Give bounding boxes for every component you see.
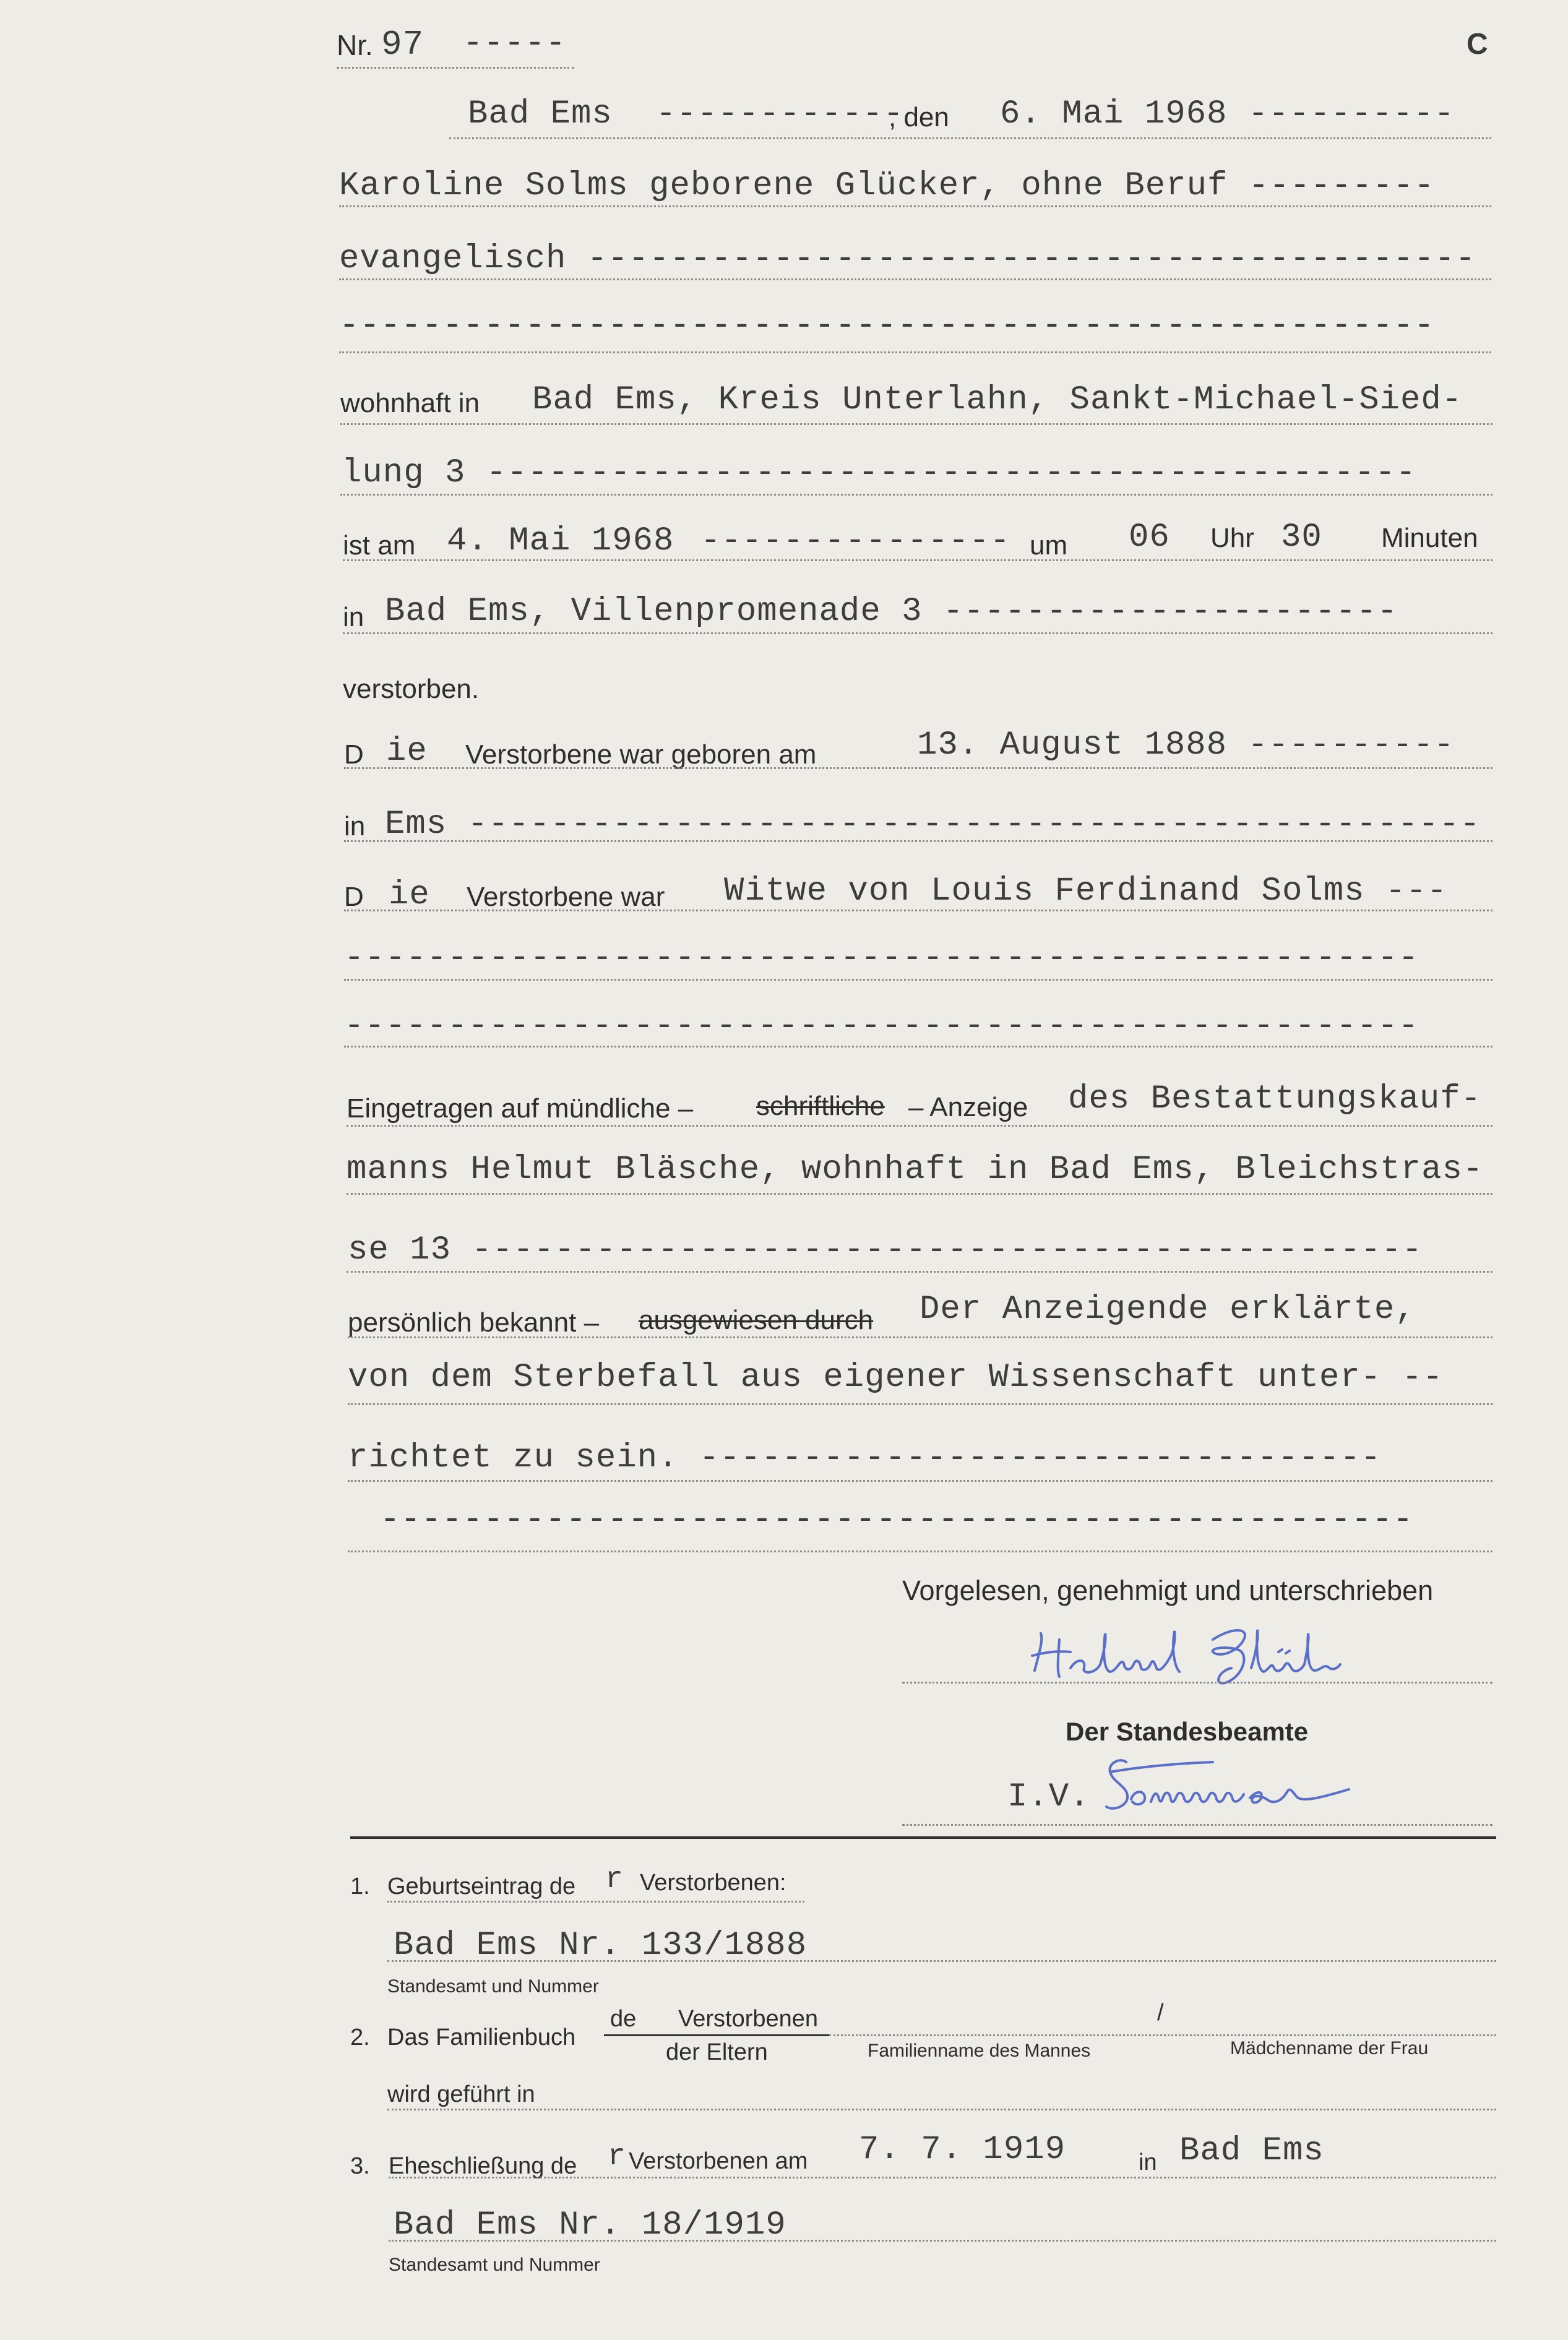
death-date: 4. Mai 1968 [447,522,674,560]
status-underline [344,910,1493,911]
blank-underline-4 [348,1551,1493,1552]
entry-label: Nr. [337,29,373,61]
note-2-caption-husband: Familienname des Mannes [868,2041,1091,2061]
note-2-name-underline [829,2034,1496,2036]
birth-place: Ems ------------------------------------------------- [385,806,1481,843]
note-2-number: 2. [350,2024,370,2050]
note-3-in-label: in [1139,2149,1157,2175]
statement-line-1: Der Anzeigende erklärte, [920,1291,1416,1328]
residence-line-1: Bad Ems, Kreis Unterlahn, Sankt-Michael-Sied- [532,381,1463,419]
note-1-number: 1. [350,1873,370,1899]
note-2-eltern: der Eltern [666,2039,768,2065]
residence-line-2: lung 3 --------------------------------------------- [342,454,1417,492]
note-3-label-underline [389,2177,1496,2179]
blank-line-4: -------------------------------------------------- [380,1501,1414,1539]
note-3-r: r [608,2140,626,2174]
death-place-underline [343,632,1493,634]
birth-date: 13. August 1888 ---------- [917,726,1455,764]
note-3-label-a: Eheschließung de [389,2153,577,2179]
note-1-value-underline [387,1960,1496,1962]
note-1-r: r [605,1863,624,1896]
birth-in-label: in [344,811,366,841]
blank-underline-3 [344,1046,1493,1047]
religion-underline [339,278,1491,280]
residence-underline-1 [340,423,1493,425]
death-label: ist am [343,530,416,561]
birth-label: Verstorbene war geboren am [465,739,817,770]
report-underline-2 [347,1193,1493,1195]
report-line-3: se 13 ---------------------------------------------- [348,1231,1423,1269]
record-place-fill: ------------ [656,95,904,133]
note-3-value: Bad Ems Nr. 18/1919 [394,2206,786,2244]
registrar-signature [1101,1745,1460,1825]
entry-number-fill: ----- [463,25,567,62]
birth-place-underline [344,840,1493,842]
residence-label: wohnhaft in [340,388,480,418]
note-1-label-a: Geburtseintrag de [387,1873,576,1899]
registrar-signature-line [902,1824,1493,1826]
name-underline [339,205,1491,207]
deceased-name: Karoline Solms geborene Glücker, ohne Beruf --------- [339,167,1435,205]
minuten-label: Minuten [1381,523,1478,553]
death-place-in-label: in [343,602,364,632]
section-divider [350,1836,1496,1839]
status-ie: ie [389,876,430,914]
statement-underline-2 [348,1403,1493,1405]
note-2-verstorbenen: Verstorbenen [678,2006,819,2032]
record-date: 6. Mai 1968 ---------- [1000,95,1455,133]
birth-ie: ie [386,733,428,770]
record-place: Bad Ems [468,95,613,133]
blank-line: ----------------------------------------------------- [339,307,1435,345]
verstorben-label: verstorben. [343,674,480,704]
known-label: persönlich bekannt – [348,1307,600,1338]
registrar-title: Der Standesbeamte [1066,1717,1309,1746]
note-2-label: Das Familienbuch [387,2024,576,2050]
note-2-kept-underline [387,2109,1496,2110]
note-3-number: 3. [350,2153,370,2179]
entry-number: 97 [381,25,424,64]
birth-d: D [344,739,364,770]
status-label: Verstorbene war [467,882,665,912]
blank-underline-2 [344,979,1493,981]
report-line-2: manns Helmut Bläsche, wohnhaft in Bad Ems, Bleichstras- [347,1151,1484,1189]
note-1-caption: Standesamt und Nummer [387,1976,599,1997]
statement-line-3: richtet zu sein. --------------------------------- [348,1439,1382,1477]
report-label-a: Eingetragen auf mündliche – [347,1093,694,1124]
corner-mark: C [1467,28,1488,61]
report-line-1: des Bestattungskauf- [1068,1080,1482,1118]
date-label: , den [889,102,949,132]
death-place: Bad Ems, Villenpromenade 3 ---------------------- [385,593,1398,630]
blank-line-3: ---------------------------------------------------- [344,1007,1419,1045]
closing-formula: Vorgelesen, genehmigt und unterschrieben [902,1575,1434,1606]
death-date-underline [343,559,1493,561]
blank-underline [339,351,1491,353]
report-label-b: – Anzeige [908,1092,1028,1122]
note-2-slash: / [1157,2000,1164,2026]
informant-signature-line [902,1682,1493,1684]
death-date-fill: --------------- [700,522,1011,560]
death-hour: 06 [1129,518,1170,556]
statement-underline-1 [348,1336,1493,1338]
note-3-caption: Standesamt und Nummer [389,2255,600,2275]
statement-line-2: von dem Sterbefall aus eigener Wissenschaft unter- -- [348,1359,1444,1396]
note-3-label-b: Verstorbenen am [629,2148,808,2174]
note-2-kept-label: wird geführt in [387,2081,535,2107]
residence-underline-2 [340,494,1493,496]
note-2-fraction-bar [604,2034,829,2036]
date-underline [449,137,1491,139]
note-2-caption-wife: Mädchenname der Frau [1230,2038,1429,2058]
known-strike: ausgewiesen durch [639,1305,874,1335]
uhr-label: Uhr [1210,523,1254,553]
birth-date-underline [344,767,1493,769]
status-d: D [344,882,364,912]
death-minute: 30 [1281,518,1322,556]
note-3-value-underline [389,2240,1496,2242]
report-strike: schriftliche [756,1091,885,1121]
note-3-place: Bad Ems [1179,2132,1324,2170]
note-1-label-b: Verstorbenen: [640,1870,786,1896]
report-underline-3 [347,1271,1493,1273]
blank-line-2: ---------------------------------------------------- [344,939,1419,977]
status-value: Witwe von Louis Ferdinand Solms --- [724,872,1448,910]
note-1-label-underline [387,1901,804,1903]
report-underline-1 [347,1125,1493,1127]
um-label: um [1030,530,1068,561]
religion: evangelisch ------------------------------------------- [339,240,1476,278]
note-1-value: Bad Ems Nr. 133/1888 [394,1927,808,1964]
iv-label: I.V. [1007,1778,1090,1816]
note-3-date: 7. 7. 1919 [859,2131,1066,2169]
entry-underline [337,67,574,69]
statement-underline-3 [348,1480,1493,1482]
note-2-de: de [610,2006,637,2032]
